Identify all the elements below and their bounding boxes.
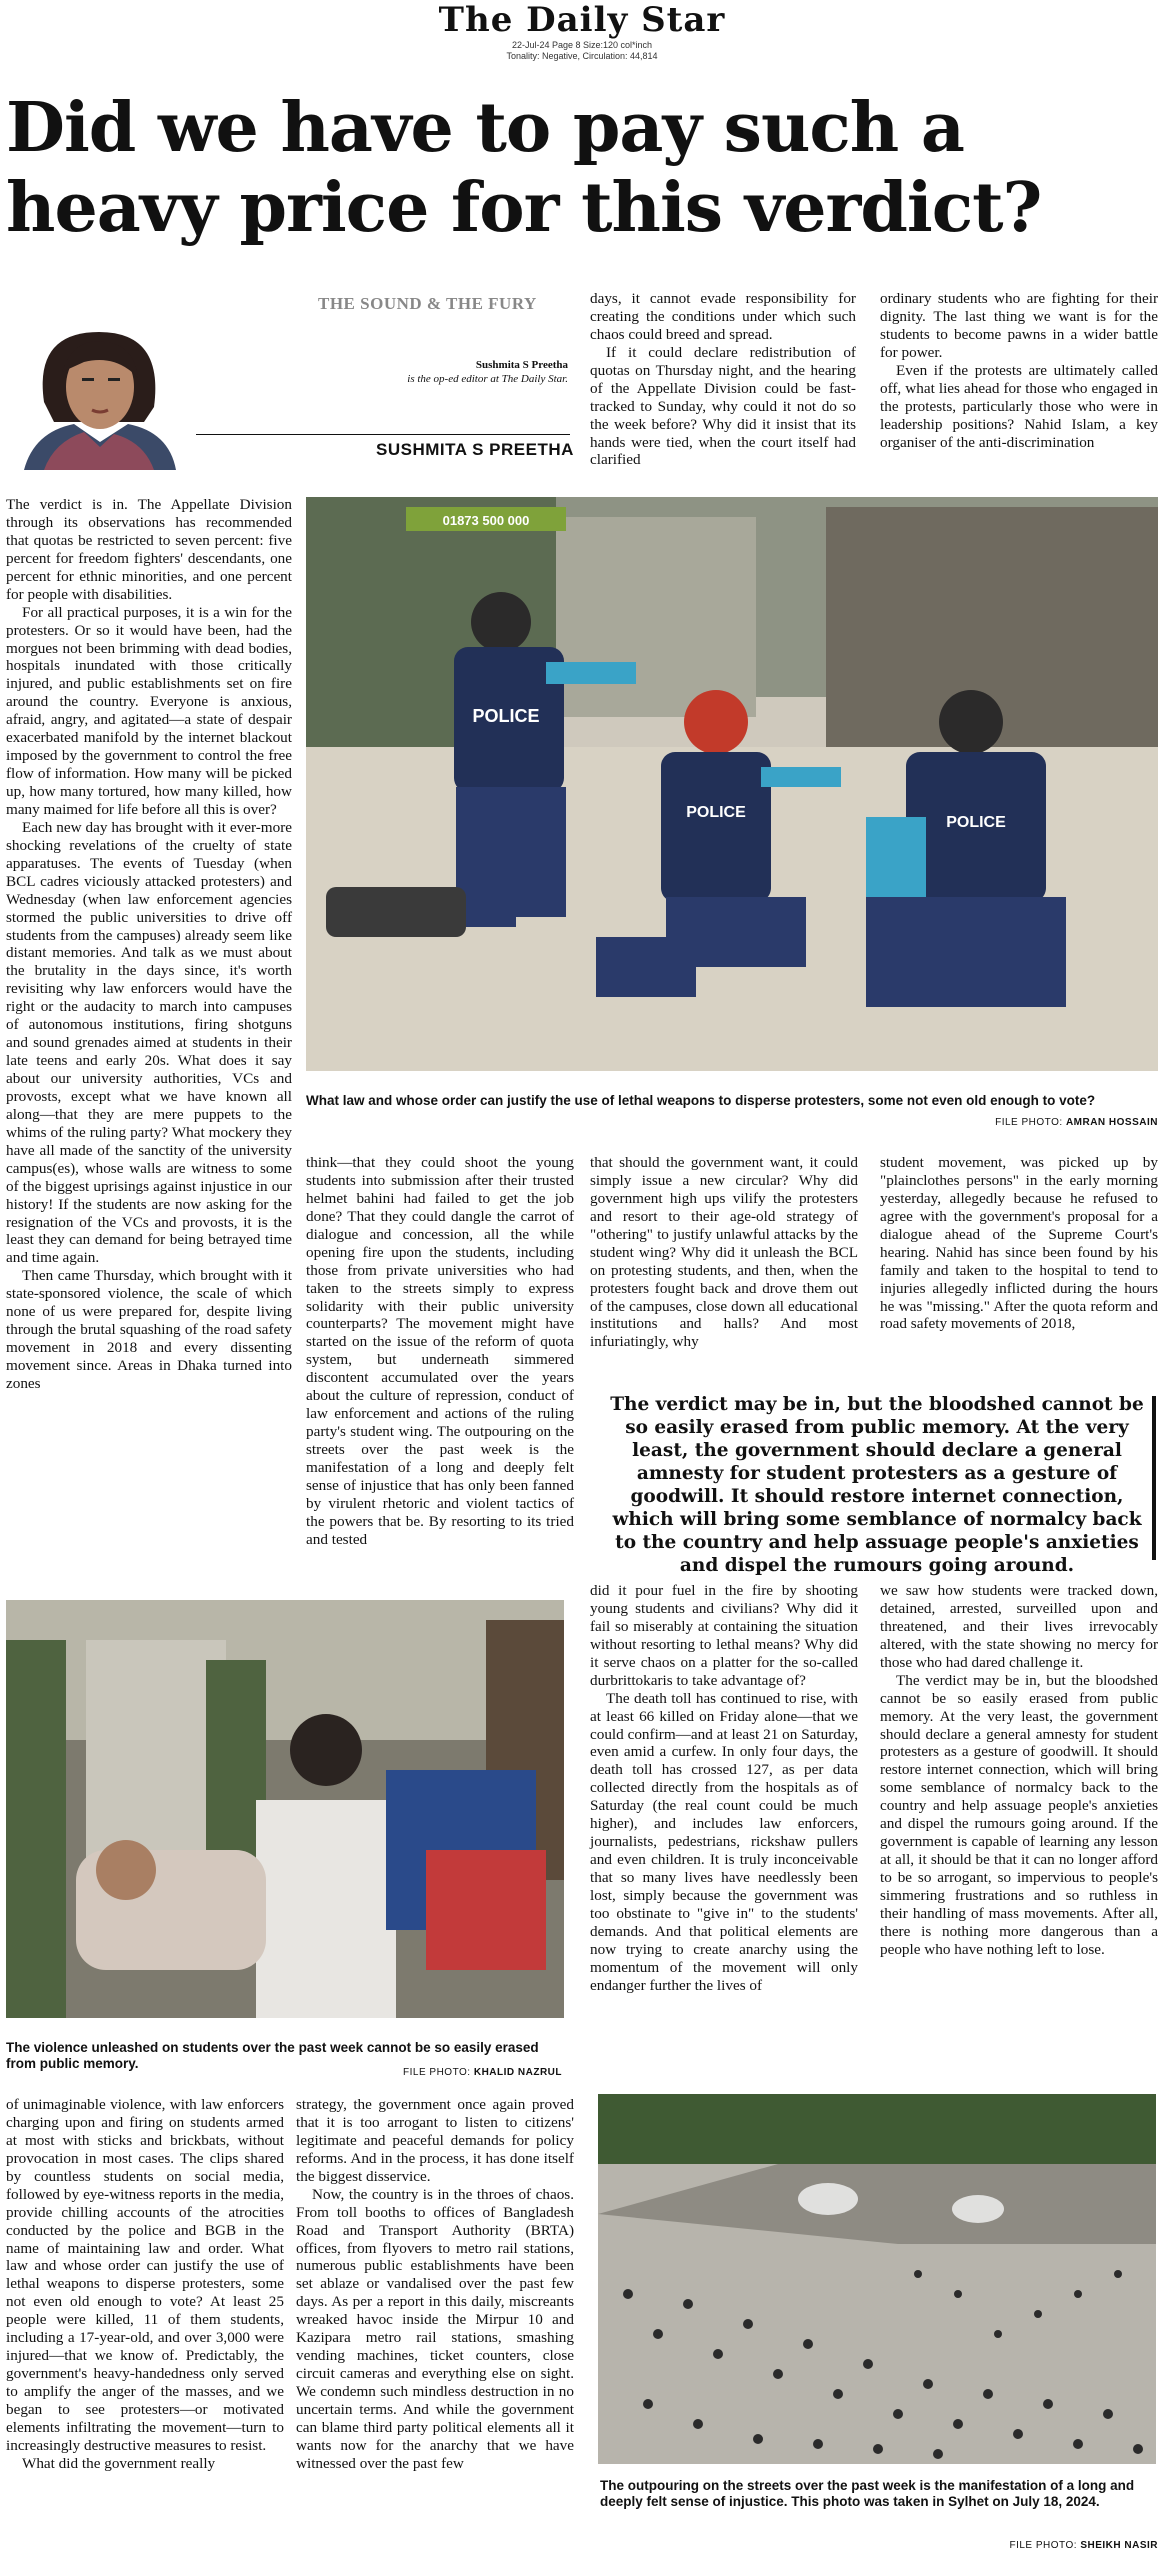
article-column-left — [6, 496, 292, 1393]
article-column-top-4 — [880, 290, 1158, 451]
article-column-low-4 — [880, 1582, 1158, 1959]
credit-label: FILE PHOTO: — [1009, 2540, 1078, 2551]
article-column-bottom-1 — [6, 2096, 284, 2473]
paragraph: The death toll has continued to rise, with at least 66 killed on Friday alone—that we could confirm—and at least 21 on Saturday, even amid a curfew. In only four days, the death toll has crossed 127, as per data collected directly from the hospitals as of Saturday (the real count could be much higher), and includes law enforcers, journalists, pedestrians, rickshaw pullers and even children. It is truly inconceivable that so many lives have needlessly been lost, simply because the government was too obstinate to "give in" to the students' demands. And that political elements are now trying to create anarchy using the momentum of the movement will only endanger further the lives of — [590, 1689, 858, 1994]
column-name: THE SOUND & THE FURY — [318, 294, 537, 313]
paragraph: strategy, the government once again proved that it is too arrogant to listen to citizens' legitimate and peaceful demands for policy reforms. And in the process, it has done itself the biggest disservice. — [296, 2096, 574, 2185]
photo1-caption: What law and whose order can justify the use of lethal weapons to disperse protesters, some not even old enough to vote? — [306, 1093, 1096, 1108]
paragraph: Each new day has brought with it ever-more shocking revelations of the cruelty of state apparatuses. The events of Tuesday (when BCL cadres viciously attacked protesters) and Wednesday (when law enforcement agencies stormed the public universities to drive off students from the campuses) already seem like distant memories. And talk as we must about the brutality in the days since, it's worth revisiting why law enforcers would have the right or the audacity to march into campuses of autonomous institutions, firing shotguns and sound grenades aimed at students in their late teens and early 20s. What does it say about our university authorities, VCs and provosts, except what we have known all along—that they are mere puppets to the whims of the ruling party? What mockery they have all made of the sanctity of the university campus(es), whose walls are witness to some of the biggest uprisings against injustice in our history! If the students are now asking for the resignation of the VCs and provosts, it is the least they can demand for being betrayed time and time again. — [6, 818, 292, 1267]
vest-text: POLICE — [686, 804, 746, 821]
paragraph: that should the government want, it could simply issue a new circular? Why did government high ups vilify the protesters and resort to their age-old strategy of "othering" to justify unlawful attacks by the student wing? Why did it unleash the BCL on protesting students, and then, when the protesters fought back and drove them out of the campuses, close down all educational institutions and halls? And most infuriatingly, why — [590, 1154, 858, 1351]
clipping-meta-1: 22-Jul-24 Page 8 Size:120 col*inch — [511, 40, 653, 50]
photo-police-firing — [306, 497, 1158, 1071]
clipping-meta-2: Tonality: Negative, Circulation: 44,814 — [506, 51, 658, 61]
paragraph: ordinary students who are fighting for their dignity. The last thing we want is for the students to become pawns in a wider battle for power. — [880, 290, 1158, 361]
credit-name: SHEIKH NASIR — [1080, 2540, 1158, 2551]
credit-label: FILE PHOTO: — [995, 1117, 1063, 1128]
credit-label: FILE PHOTO: — [403, 2067, 471, 2078]
author-note-desc: is the op-ed editor at The Daily Star. — [407, 373, 568, 385]
paragraph: Even if the protests are ultimately called off, what lies ahead for those who engaged in the protests, particularly those who were in leadership positions? Nahid Islam, a key organiser of the anti-discrimination — [880, 361, 1158, 451]
paragraph: think—that they could shoot the young students into submission after their trusted helmet bahini had failed to get the job done? That they could dangle the carrot of dialogue and concession, all the while opening fire upon the students, including those from private universities who had taken to the streets simply to express solidarity with their public university counterparts? The movement might have started on the issue of the reform of quota system, but underneath simmered discontent accumulated over the years about the culture of repression, conduct of law enforcement and actions of the ruling party's student wing. The outpouring on the streets over the past week is the manifestation of a long and deeply felt sense of injustice that has only been fanned by virulent rhetoric and violent tactics of the powers that be. By resorting to its tried and tested — [306, 1154, 574, 1548]
pull-quote: The verdict may be in, but the bloodshed cannot be so easily erased from public memory. At the very least, the government should declare a general amnesty for student protesters as a gesture of goodwill. It should restore internet connection, which will bring some semblance of normalcy back to the country and help assuage people's anxieties and dispel the rumours going around. — [610, 1394, 1144, 1576]
paragraph: The verdict may be in, but the bloodshed cannot be so easily erased from public memory. At the very least, the government should declare a general amnesty for student protesters as a gesture of goodwill. It should restore internet connection, which will bring some semblance of normalcy back to the country and help assuage people's anxieties and dispel the rumours going around. If the government is capable of learning any lesson at all, it should be that it can no longer afford to be so arrogant, so impervious to people's simmering frustrations and so ruthless in their handling of mass movements. After all, there is nothing more dangerous than a people who have nothing left to lose. — [880, 1671, 1158, 1958]
byline-rule — [196, 434, 570, 435]
photo-injured-student — [6, 1600, 564, 2018]
vest-text: POLICE — [946, 814, 1006, 831]
author-portrait — [4, 292, 194, 470]
credit-name: KHALID NAZRUL — [473, 2067, 562, 2078]
article-column-bottom-2 — [296, 2096, 574, 2473]
article-column-top-3 — [590, 290, 856, 469]
pull-quote-bar — [1152, 1396, 1156, 1560]
paragraph: The verdict is in. The Appellate Division through its observations has recommended that quotas be restricted to seven percent: five percent for freedom fighters' descendants, one percent for ethnic minorities, and one percent for people with disabilities. — [6, 496, 292, 603]
article-column-mid-4 — [880, 1154, 1158, 1333]
paragraph: If it could declare redistribution of quotas on Thursday night, and the hearing of the Appellate Division could be fast-tracked to Sunday, why could it not do so the week before? Why did it insist that its hands were tied, when the court itself had clarified — [590, 343, 856, 469]
article-column-mid-2 — [306, 1154, 574, 1549]
paragraph: we saw how students were tracked down, detained, arrested, surveilled upon and threatened, and their lives irrevocably altered, with the state showing no mercy for those who had dared challenge it. — [880, 1582, 1158, 1671]
article-column-low-3 — [590, 1582, 858, 1995]
author-byline: SUSHMITA S PREETHA — [376, 440, 574, 459]
photo-crowd-sylhet — [598, 2094, 1158, 2464]
paragraph: What did the government really — [22, 2454, 216, 2472]
masthead — [0, 0, 1164, 62]
article-column-mid-3 — [590, 1154, 858, 1351]
photo3-credit — [900, 2540, 1158, 2551]
paragraph: did it pour fuel in the fire by shooting young students and civilians? Why did it fail so miserably at containing the situation without resorting to lethal means? Why did it serve chaos on a platter for the so-called durbrittokaris to take advantage of? — [590, 1582, 858, 1689]
paragraph: Then came Thursday, which brought with it state-sponsored violence, the scale of which none of us were prepared for, despite living through the brutal squashing of the road safety movement in 2018 and every dissenting movement since. Areas in Dhaka turned into zones — [6, 1267, 292, 1392]
credit-name: AMRAN HOSSAIN — [1065, 1117, 1158, 1128]
paragraph: For all practical purposes, it is a win for the protesters. Or so it would have been, had the morgues not been brimming with dead bodies, hospitals inundated with those critically injured, and public establishments set on fire around the country. Everyone is anxious, afraid, angry, and agitated—a state of despair exacerbated manifold by the internet blackout imposed by the government to control the free flow of information. How many will be picked up, how many tortured, how many killed, how many maimed for life before all this is over? — [6, 603, 292, 818]
photo2-caption: The violence unleashed on students over the past week cannot be so easily erased from public memory. — [6, 2040, 539, 2071]
newspaper-logo: The Daily Star — [438, 0, 726, 40]
vest-text: POLICE — [472, 706, 540, 726]
photo3-caption: The outpouring on the streets over the past week is the manifestation of a long and deeply felt sense of injustice. This photo was taken in Sylhet on July 18, 2024. — [600, 2478, 1135, 2509]
paragraph: of unimaginable violence, with law enforcers charging upon and firing on students armed at most with sticks and brickbats, without provocation in most cases. The clips shared by countless students on social media, followed by eye-witness reports in the media, provide chilling accounts of the atrocities conducted by the police and BGB in the name of maintaining law and order. What law and whose order can justify the use of lethal weapons to disperse protesters, some not even old enough to vote? At least 25 people were killed, 11 of them students, including a 17-year-old, and over 3,000 were injured—that we know of. Predictably, the government's heavy-handedness only served to amplify the anger of the masses, and we began to see protesters—or motivated elements infiltrating the movement—turn to increasingly destructive measures to resist. — [6, 2096, 284, 2454]
headline: Did we have to pay such a heavy price for this verdict? — [6, 88, 1042, 248]
author-note-name: Sushmita S Preetha — [475, 359, 568, 371]
sign-text: 01873 500 000 — [442, 513, 530, 528]
author-note — [300, 358, 568, 386]
photo2-credit — [300, 2067, 562, 2078]
paragraph: Now, the country is in the throes of chaos. From toll booths to offices of Bangladesh Road and Transport Authority (BRTA) offices, from flyovers to metro rail stations, numerous public establishments have been set ablaze or vandalised over the past few days. As per a report in this daily, miscreants wreaked havoc inside the Mirpur 10 and Kazipara metro rail stations, smashing vending machines, ticket counters, close circuit cameras and everything else on sight. We condemn such mindless destruction in no uncertain terms. And while the government can blame third party political elements all it wants now for the anarchy that we have witnessed over the past few — [296, 2185, 574, 2472]
paragraph: student movement, was picked up by "plainclothes persons" in the early morning yesterday, allegedly because he refused to agree with the government's proposal for a dialogue ahead of the Supreme Court's hearing. Nahid has since been found by his family and taken to the hospital to tend to injuries allegedly inflicted during the hours he was "missing." After the quota reform and road safety movements of 2018, — [880, 1154, 1158, 1333]
photo1-credit — [800, 1117, 1158, 1128]
paragraph: days, it cannot evade responsibility for creating the conditions under which such chaos could breed and spread. — [590, 290, 856, 343]
